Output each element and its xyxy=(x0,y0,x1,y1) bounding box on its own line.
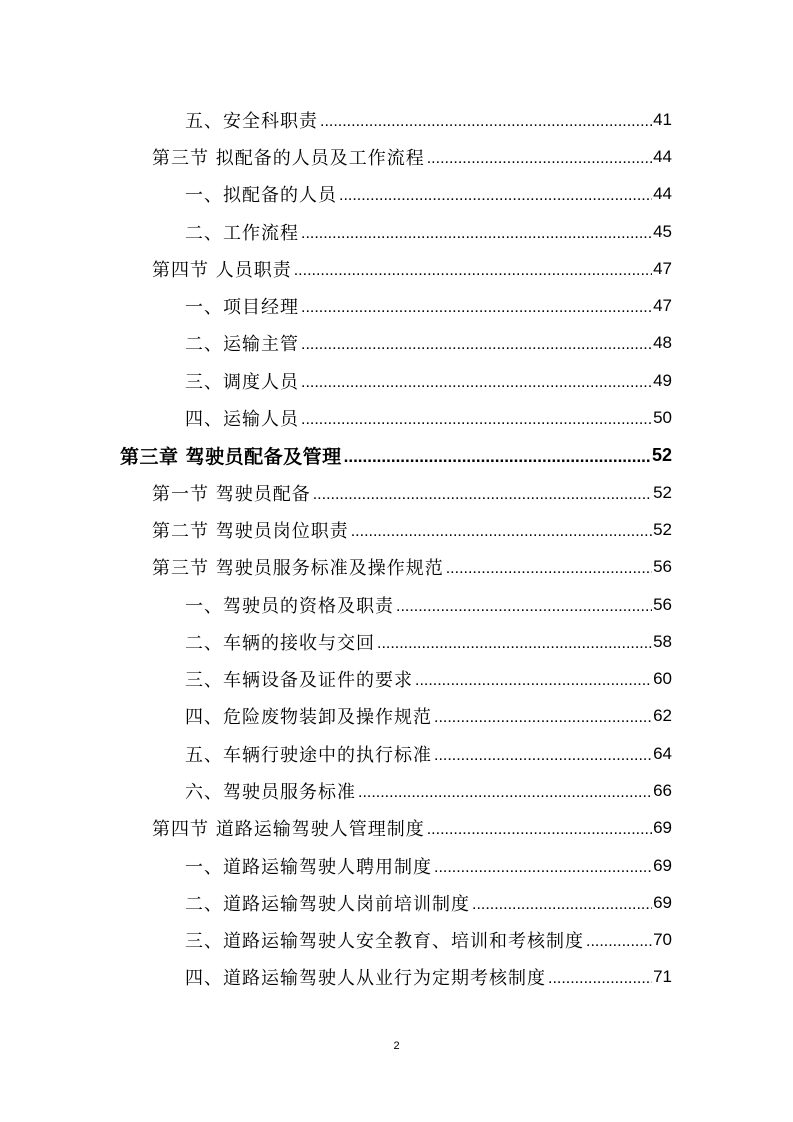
toc-entry-title: 一、驾驶员的资格及职责 xyxy=(185,595,394,617)
toc-entry-page: 50 xyxy=(653,408,672,428)
toc-entry-title: 三、调度人员 xyxy=(185,371,299,393)
toc-entry-page: 48 xyxy=(653,333,672,353)
toc-entry-title: 一、项目经理 xyxy=(185,297,299,319)
toc-entry-title: 一、道路运输驾驶人聘用制度 xyxy=(185,856,432,878)
toc-entry-page: 64 xyxy=(653,743,672,763)
toc-entry-title: 第二节 驾驶员岗位职责 xyxy=(152,520,349,542)
toc-entry[interactable] xyxy=(185,884,672,921)
toc-entry-page: 45 xyxy=(653,221,672,241)
toc-dot-leader xyxy=(396,598,652,616)
toc-entry-page: 70 xyxy=(653,930,672,950)
toc-dot-leader xyxy=(301,411,652,429)
toc-dot-leader xyxy=(446,560,652,578)
toc-entry-page: 52 xyxy=(653,519,672,539)
toc-entry[interactable] xyxy=(185,362,672,399)
toc-entry-title: 第一节 驾驶员配备 xyxy=(152,483,311,505)
toc-entry-page: 44 xyxy=(653,184,672,204)
toc-entry[interactable] xyxy=(152,810,672,847)
toc-entry-title: 二、运输主管 xyxy=(185,334,299,356)
toc-entry-title: 第三章 驾驶员配备及管理 xyxy=(120,445,342,468)
toc-dot-leader xyxy=(320,113,652,131)
toc-dot-leader xyxy=(427,150,652,168)
toc-dot-leader xyxy=(339,187,652,205)
toc-dot-leader xyxy=(427,821,652,839)
toc-entry-page: 69 xyxy=(653,892,672,912)
toc-entry-title: 五、安全科职责 xyxy=(185,110,318,132)
toc-dot-leader xyxy=(351,523,652,541)
toc-dot-leader xyxy=(586,933,652,951)
toc-entry[interactable] xyxy=(185,586,672,623)
toc-entry[interactable] xyxy=(152,250,672,287)
toc-entry[interactable] xyxy=(185,399,672,436)
toc-entry-title: 五、车辆行驶途中的执行标准 xyxy=(185,744,432,766)
toc-entry-title: 四、道路运输驾驶人从业行为定期考核制度 xyxy=(185,968,546,990)
toc-dot-leader xyxy=(301,336,652,354)
toc-entry-page: 44 xyxy=(653,146,672,166)
toc-dot-leader xyxy=(358,784,652,802)
toc-dot-leader xyxy=(301,374,652,392)
toc-entry[interactable] xyxy=(185,213,672,250)
toc-entry[interactable] xyxy=(185,922,672,959)
toc-dot-leader xyxy=(434,859,652,877)
toc-dot-leader xyxy=(294,262,652,280)
toc-entry-page: 49 xyxy=(653,370,672,390)
toc-entry-page: 71 xyxy=(653,967,672,987)
toc-entry[interactable] xyxy=(185,698,672,735)
toc-entry-page: 69 xyxy=(653,855,672,875)
toc-entry-title: 第三节 拟配备的人员及工作流程 xyxy=(152,147,425,169)
toc-dot-leader xyxy=(344,447,651,467)
toc-dot-leader xyxy=(472,896,652,914)
toc-entry-page: 62 xyxy=(653,706,672,726)
toc-entry[interactable] xyxy=(152,474,672,511)
toc-dot-leader xyxy=(415,672,652,690)
toc-entry[interactable] xyxy=(185,660,672,697)
table-of-contents xyxy=(0,101,793,996)
toc-entry[interactable] xyxy=(152,549,672,586)
toc-entry[interactable] xyxy=(185,772,672,809)
toc-entry-page: 56 xyxy=(653,594,672,614)
toc-dot-leader xyxy=(313,486,652,504)
toc-entry-title: 二、道路运输驾驶人岗前培训制度 xyxy=(185,893,470,915)
toc-entry-page: 58 xyxy=(653,631,672,651)
toc-dot-leader xyxy=(434,709,652,727)
toc-chapter-entry[interactable] xyxy=(120,437,672,474)
toc-entry-page: 60 xyxy=(653,669,672,689)
toc-entry-page: 52 xyxy=(651,444,672,465)
toc-entry-title: 六、驾驶员服务标准 xyxy=(185,781,356,803)
toc-entry-page: 41 xyxy=(653,109,672,129)
toc-entry-title: 三、道路运输驾驶人安全教育、培训和考核制度 xyxy=(185,931,584,953)
toc-dot-leader xyxy=(301,299,652,317)
toc-entry[interactable] xyxy=(152,138,672,175)
toc-entry-page: 69 xyxy=(653,818,672,838)
toc-entry[interactable] xyxy=(185,847,672,884)
toc-entry[interactable] xyxy=(185,623,672,660)
toc-entry[interactable] xyxy=(185,176,672,213)
toc-entry-title: 四、运输人员 xyxy=(185,409,299,431)
toc-entry[interactable] xyxy=(185,287,672,324)
toc-entry-page: 66 xyxy=(653,780,672,800)
page-number: 2 xyxy=(393,1040,400,1052)
toc-dot-leader xyxy=(377,635,652,653)
toc-entry[interactable] xyxy=(185,735,672,772)
toc-entry[interactable] xyxy=(185,325,672,362)
toc-entry[interactable] xyxy=(185,101,672,138)
toc-dot-leader xyxy=(301,225,652,243)
toc-entry-page: 52 xyxy=(653,482,672,502)
toc-dot-leader xyxy=(548,970,652,988)
toc-entry-title: 四、危险废物装卸及操作规范 xyxy=(185,707,432,729)
toc-dot-leader xyxy=(434,747,652,765)
toc-entry-title: 第三节 驾驶员服务标准及操作规范 xyxy=(152,558,444,580)
toc-entry[interactable] xyxy=(152,511,672,548)
toc-entry[interactable] xyxy=(185,959,672,996)
toc-entry-page: 47 xyxy=(653,296,672,316)
toc-entry-title: 第四节 道路运输驾驶人管理制度 xyxy=(152,819,425,841)
toc-entry-title: 二、车辆的接收与交回 xyxy=(185,632,375,654)
toc-entry-page: 47 xyxy=(653,258,672,278)
toc-entry-title: 第四节 人员职责 xyxy=(152,259,292,281)
toc-entry-page: 56 xyxy=(653,557,672,577)
toc-entry-title: 三、车辆设备及证件的要求 xyxy=(185,670,413,692)
toc-entry-title: 一、拟配备的人员 xyxy=(185,185,337,207)
toc-entry-title: 二、工作流程 xyxy=(185,222,299,244)
